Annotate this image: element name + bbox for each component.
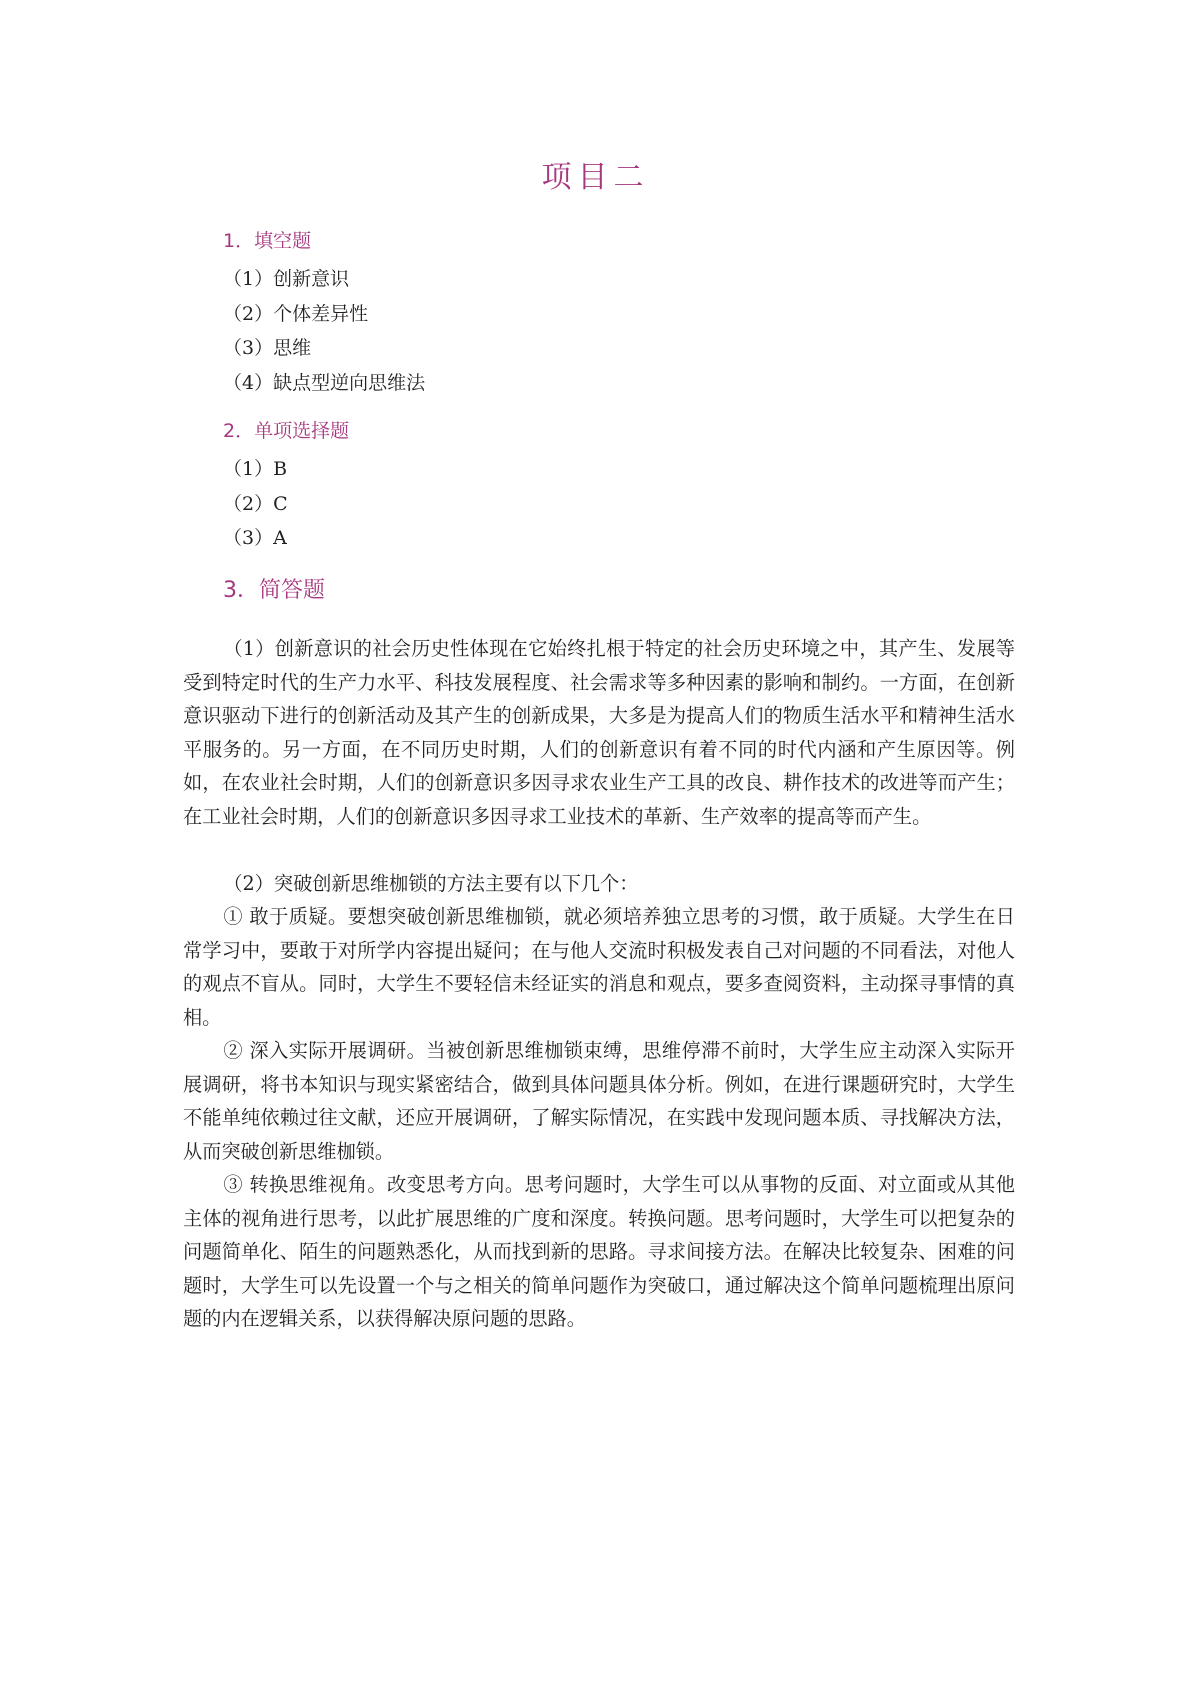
list-item: （3）思维 <box>223 337 312 359</box>
short-answer-body <box>183 632 1015 1336</box>
section-heading-short-answer: 3．简答题 <box>223 578 325 603</box>
section-heading-single-choice: 2．单项选择题 <box>223 420 350 442</box>
answer-point-1: ① 敢于质疑。要想突破创新思维枷锁，就必须培养独立思考的习惯，敢于质疑。大学生在日常学习中，要敢于对所学内容提出疑问；在与他人交流时积极发表自己对问题的不同看法，对他人的观点不盲从。同时，大学生不要轻信未经证实的消息和观点，要多查阅资料，主动探寻事情的真相。 <box>183 905 1015 1029</box>
list-item: （2）C <box>223 492 288 515</box>
answer-point-3: ③ 转换思维视角。改变思考方向。思考问题时，大学生可以从事物的反面、对立面或从其他主体的视角进行思考，以此扩展思维的广度和深度。转换问题。思考问题时，大学生可以把复杂的问题简单化、陌生的问题熟悉化，从而找到新的思路。寻求间接方法。在解决比较复杂、困难的问题时，大学生可以先设置一个与之相关的简单问题作为突破口，通过解决这个简单问题梳理出原问题的内在逻辑关系，以获得解决原问题的思路。 <box>183 1173 1015 1330</box>
page-title: 项目二 <box>541 160 650 195</box>
fill-blank-answer-list <box>223 262 425 400</box>
list-item: （1）创新意识 <box>223 268 350 290</box>
answer-paragraph-1: （1）创新意识的社会历史性体现在它始终扎根于特定的社会历史环境之中，其产生、发展等受到特定时代的生产力水平、科技发展程度、社会需求等多种因素的影响和制约。一方面，在创新意识驱动下进行的创新活动及其产生的创新成果，大多是为提高人们的物质生活水平和精神生活水平服务的。另一方面，在不同历史时期，人们的创新意识有着不同的时代内涵和产生原因等。例如，在农业社会时期，人们的创新意识多因寻求农业生产工具的改良、耕作技术的改进等而产生；在工业社会时期，人们的创新意识多因寻求工业技术的革新、生产效率的提高等而产生。 <box>183 637 1015 828</box>
single-choice-answer-list <box>223 452 288 556</box>
section-heading-fill-blank: 1．填空题 <box>223 230 312 252</box>
answer-paragraph-2-intro: （2）突破创新思维枷锁的方法主要有以下几个： <box>223 871 639 895</box>
answer-point-2: ② 深入实际开展调研。当被创新思维枷锁束缚，思维停滞不前时，大学生应主动深入实际开展调研，将书本知识与现实紧密结合，做到具体问题具体分析。例如，在进行课题研究时，大学生不能单纯依赖过往文献，还应开展调研，了解实际情况，在实践中发现问题本质、寻找解决方法，从而突破创新思维枷锁。 <box>183 1039 1015 1163</box>
paragraph-gap <box>183 833 1015 867</box>
list-item: （4）缺点型逆向思维法 <box>223 371 426 394</box>
list-item: （1）B <box>223 458 288 480</box>
list-item: （2）个体差异性 <box>223 302 369 325</box>
list-item: （3）A <box>223 527 287 549</box>
